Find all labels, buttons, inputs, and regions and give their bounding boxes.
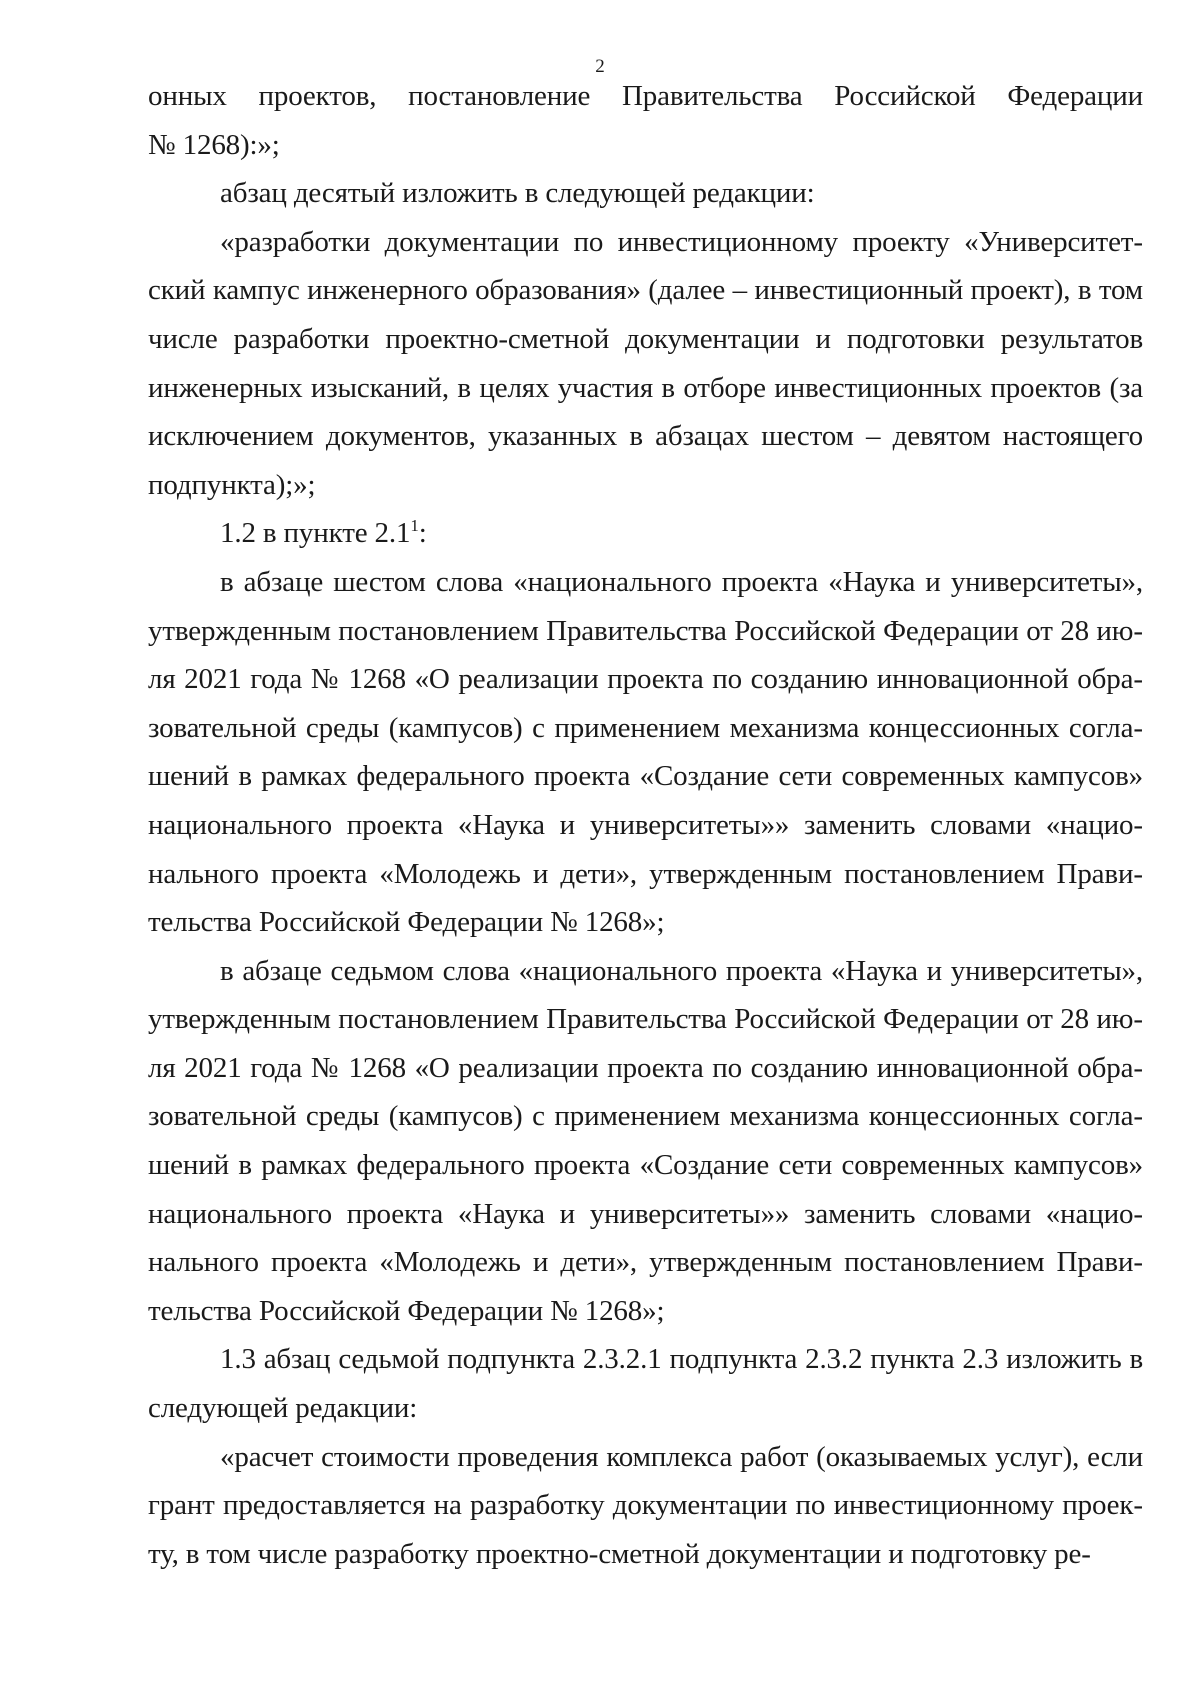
paragraph-abzac-10-text: «разработки документации по инвестиционному проекту «Университетский кампус инженерного образования» (далее – инвестиционный проект), в том числе разработки проектно-сметной документации и подготовки результатов инженерных изысканий, в целях участия в отборе инвестиционных проектов (за исключением документов, указанных в абзацах шестом – девятом настоящего подпункта);»; (148, 225, 1143, 501)
continuation-line-2: № 1268):»; (148, 128, 280, 161)
continuation-line-1: онных проектов, постановление Правительства Российской Федерации (148, 80, 1143, 112)
paragraph-abzac-6: в абзаце шестом слова «национального проекта «Наука и университеты», утвержденным постановлением Правительства Российской Федерации от 28 июля 2021 года № 1268 «О реализации проекта по созданию инновационной образовательной среды (кампусов) с применением механизма концессионных соглашений в рамках федерального проекта «Создание сети современных кампусов» национального проекта «Наука и университеты»» заменить словами «национального проекта «Молодежь и дети», утвержденным постановлением Правительства Российской Федерации № 1268»; (148, 565, 1143, 939)
item-1-2-superscript: 1 (410, 516, 419, 536)
document-body (148, 72, 1143, 1578)
paragraph-item-1-2 (148, 509, 1143, 558)
paragraph-continuation (148, 72, 1143, 169)
page-number: 2 (595, 56, 605, 77)
paragraph-cost-calculation: «расчет стоимости проведения комплекса работ (оказываемых услуг), если грант предоставляется на разработку документации по инвестиционному проекту, в том числе разработку проектно-сметной документации и подготовку ре- (148, 1440, 1143, 1570)
paragraph-item-1-3: 1.3 абзац седьмой подпункта 2.3.2.1 подпункта 2.3.2 пункта 2.3 изложить в следующей редакции: (148, 1343, 1143, 1425)
item-1-2-label: 1.2 в пункте 2.1 (220, 517, 411, 550)
paragraph-abzac-7: в абзаце седьмом слова «национального проекта «Наука и университеты», утвержденным постановлением Правительства Российской Федерации от 28 июля 2021 года № 1268 «О реализации проекта по созданию инновационной образовательной среды (кампусов) с применением механизма концессионных соглашений в рамках федерального проекта «Создание сети современных кампусов» национального проекта «Наука и университеты»» заменить словами «национального проекта «Молодежь и дети», утвержденным постановлением Правительства Российской Федерации № 1268»; (148, 954, 1143, 1327)
item-1-2-colon: : (418, 517, 427, 550)
paragraph-abzac-10-heading: абзац десятый изложить в следующей редакции: (220, 177, 815, 210)
